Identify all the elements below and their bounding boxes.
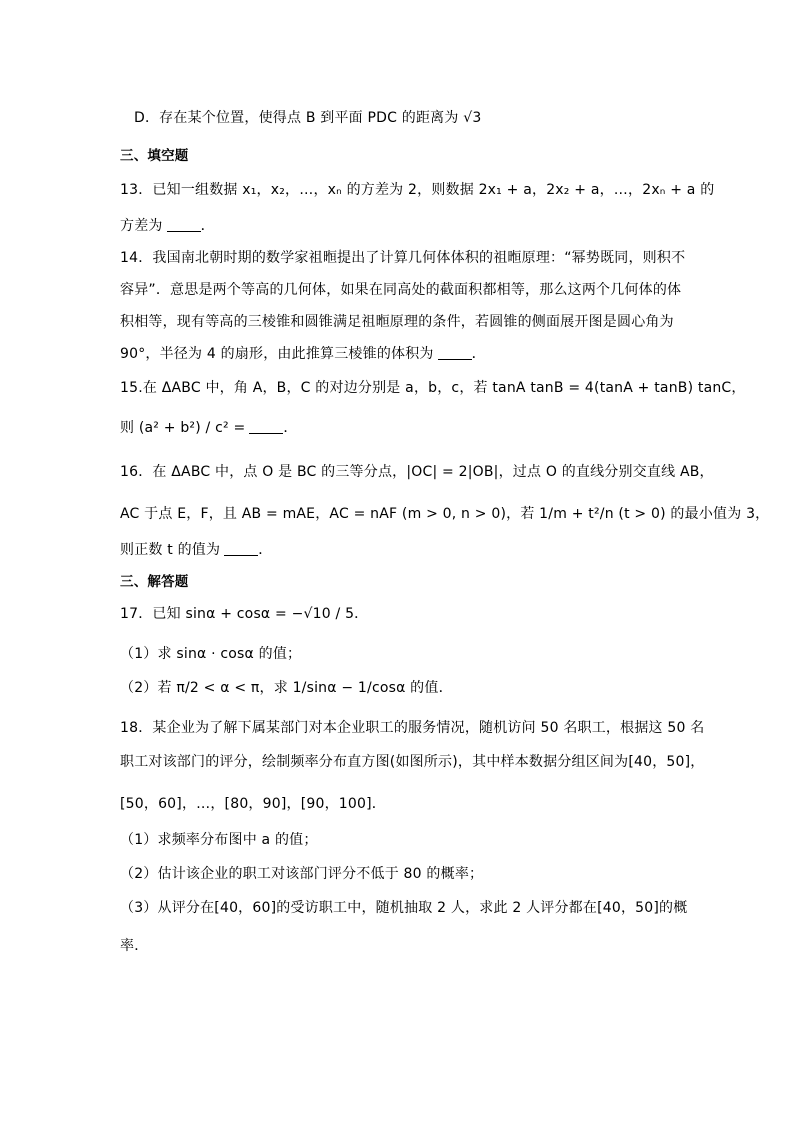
q15-line1: 15.在 ΔABC 中，角 A，B，C 的对边分别是 a，b，c，若 tanA tanB = 4(tanA + tanB) tanC， <box>120 380 746 396</box>
q14-line4: 90°，半径为 4 的扇形，由此推算三棱锥的体积为 ． <box>120 346 486 362</box>
q13-line1: 13．已知一组数据 x₁，x₂，…，xₙ 的方差为 2，则数据 2x₁ + a，2x₂ + a，…，2xₙ + a 的 <box>120 182 715 198</box>
section-heading-fill-in: 三、填空题 <box>120 148 189 164</box>
q18-part2: （2）估计该企业的职工对该部门评分不低于 80 的概率； <box>120 866 484 882</box>
q14-line3: 积相等，现有等高的三棱锥和圆锥满足祖暅原理的条件，若圆锥的侧面展开图是圆心角为 <box>120 314 674 330</box>
answer-blank <box>224 541 258 556</box>
option-d: D．存在某个位置，使得点 B 到平面 PDC 的距离为 √3 <box>134 110 482 126</box>
q16-line3: 则正数 t 的值为 ． <box>120 542 273 558</box>
q13-text: 方差为 <box>120 218 163 234</box>
q16-line2: AC 于点 E，F，且 AB = mAE，AC = nAF (m > 0, n > 0)，若 1/m + t²/n (t > 0) 的最小值为 3， <box>120 506 770 522</box>
q18-line2: 职工对该部门的评分，绘制频率分布直方图(如图所示)，其中样本数据分组区间为[40，50]， <box>120 754 705 770</box>
q14-line1: 14．我国南北朝时期的数学家祖暅提出了计算几何体体积的祖暅原理：“幂势既同，则积不 <box>120 250 686 266</box>
q18-part1: （1）求频率分布图中 a 的值； <box>120 832 318 848</box>
answer-blank <box>167 217 201 232</box>
q15-line2: 则 (a² + b²) / c² = ． <box>120 420 298 436</box>
q17-line1: 17．已知 sinα + cosα = −√10 / 5． <box>120 606 369 622</box>
q14-line2: 容异”．意思是两个等高的几何体，如果在同高处的截面积都相等，那么这两个几何体的体 <box>120 282 682 298</box>
q17-part1: （1）求 sinα · cosα 的值； <box>120 646 302 662</box>
q18-part3: （3）从评分在[40，60]的受访职工中，随机抽取 2 人，求此 2 人评分都在[40，50]的概 <box>120 900 688 916</box>
q17-part2: （2）若 π/2 < α < π，求 1/sinα − 1/cosα 的值． <box>120 680 453 696</box>
q15-text: 则 (a² + b²) / c² = <box>120 420 246 436</box>
q14-text: 90°，半径为 4 的扇形，由此推算三棱锥的体积为 <box>120 346 434 362</box>
q16-line1: 16．在 ΔABC 中，点 O 是 BC 的三等分点，|OC| = 2|OB|，过点 O 的直线分别交直线 AB， <box>120 464 714 480</box>
q18-line3: [50，60]，…，[80，90]，[90，100]． <box>120 796 386 812</box>
q18-line1: 18．某企业为了解下属某部门对本企业职工的服务情况，随机访问 50 名职工，根据这 50 名 <box>120 720 705 736</box>
section-heading-answer: 三、解答题 <box>120 574 189 590</box>
q18-part3-cont: 率． <box>120 938 149 954</box>
q13-line2: 方差为 ． <box>120 218 215 234</box>
q16-text: 则正数 t 的值为 <box>120 542 221 558</box>
answer-blank <box>438 345 472 360</box>
answer-blank <box>249 419 283 434</box>
